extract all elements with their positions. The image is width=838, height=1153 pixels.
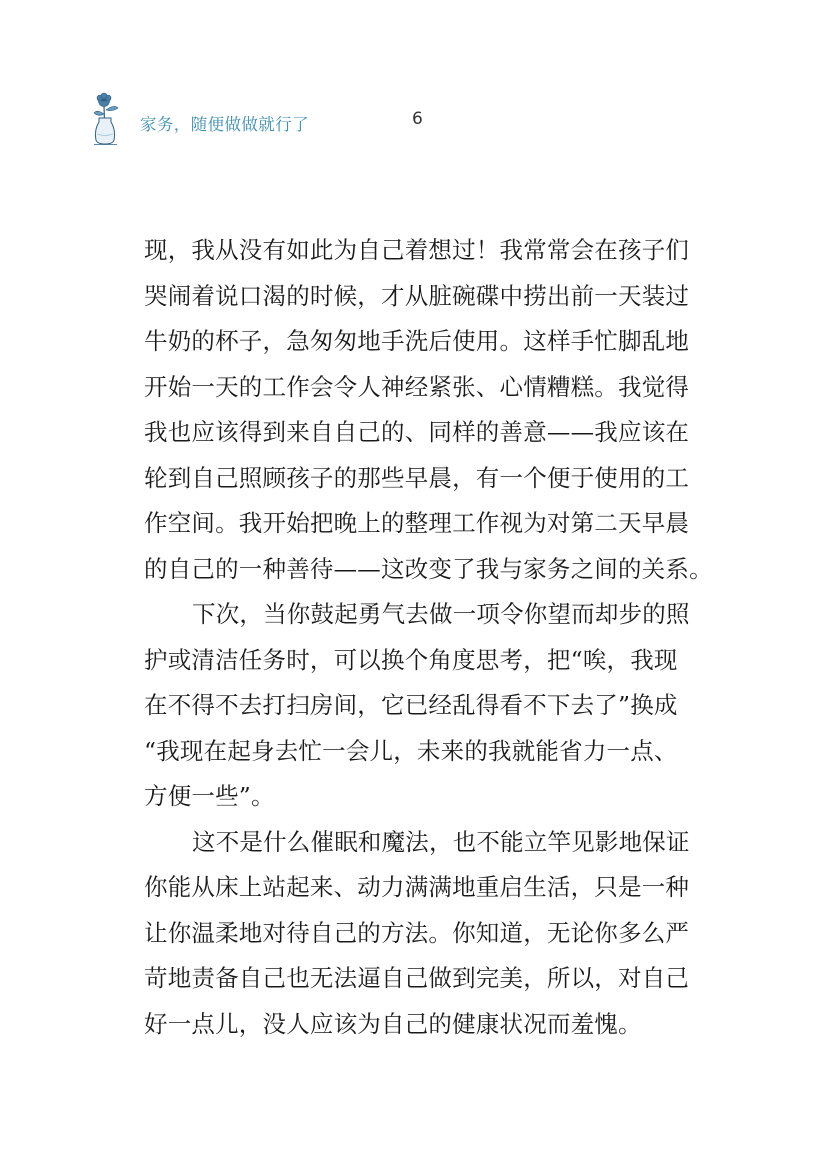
vase-with-flower-icon xyxy=(90,92,130,146)
text-line: 开始一天的工作会令人神经紧张、心情糟糕。我觉得 xyxy=(144,372,690,401)
page-number: 6 xyxy=(412,109,423,129)
paragraph-start-line: 下次，当你鼓起勇气去做一项令你望而却步的照 xyxy=(192,600,690,628)
text-line: 轮到自己照顾孩子的那些早晨，有一个便于使用的工 xyxy=(144,463,690,492)
text-line: 我也应该得到来自自己的、同样的善意——我应该在 xyxy=(144,418,690,446)
text-line: 哭闹着说口渴的时候，才从脏碗碟中捞出前一天装过 xyxy=(144,281,690,310)
text-line: 你能从床上站起来、动力满满地重启生活，只是一种 xyxy=(144,873,690,901)
text-line: 的自己的一种善待——这改变了我与家务之间的关系。 xyxy=(144,554,713,583)
paragraph-start-line: 这不是什么催眠和魔法，也不能立竿见影地保证 xyxy=(192,827,690,856)
text-line: 好一点儿，没人应该为自己的健康状况而羞愧。 xyxy=(144,1009,642,1038)
text-line: “我现在起身去忙一会儿，未来的我就能省力一点、 xyxy=(144,736,678,765)
chapter-title: 家务，随便做做就行了 xyxy=(140,115,309,134)
text-line: 在不得不去打扫房间，它已经乱得看不下去了”换成 xyxy=(144,691,678,719)
text-line: 苛地责备自己也无法逼自己做到完美，所以，对自己 xyxy=(144,964,690,992)
text-line: 让你温柔地对待自己的方法。你知道，无论你多么严 xyxy=(144,918,690,947)
text-line: 方便一些”。 xyxy=(144,782,275,810)
text-line: 现，我从没有如此为自己着想过！我常常会在孩子们 xyxy=(144,236,690,264)
body-text xyxy=(144,228,713,1047)
text-line: 护或清洁任务时，可以换个角度思考，把“唉，我现 xyxy=(144,645,678,674)
text-line: 作空间。我开始把晚上的整理工作视为对第二天早晨 xyxy=(144,509,690,537)
page-header xyxy=(90,92,510,152)
text-line: 牛奶的杯子，急匆匆地手洗后使用。这样手忙脚乱地 xyxy=(144,327,690,355)
